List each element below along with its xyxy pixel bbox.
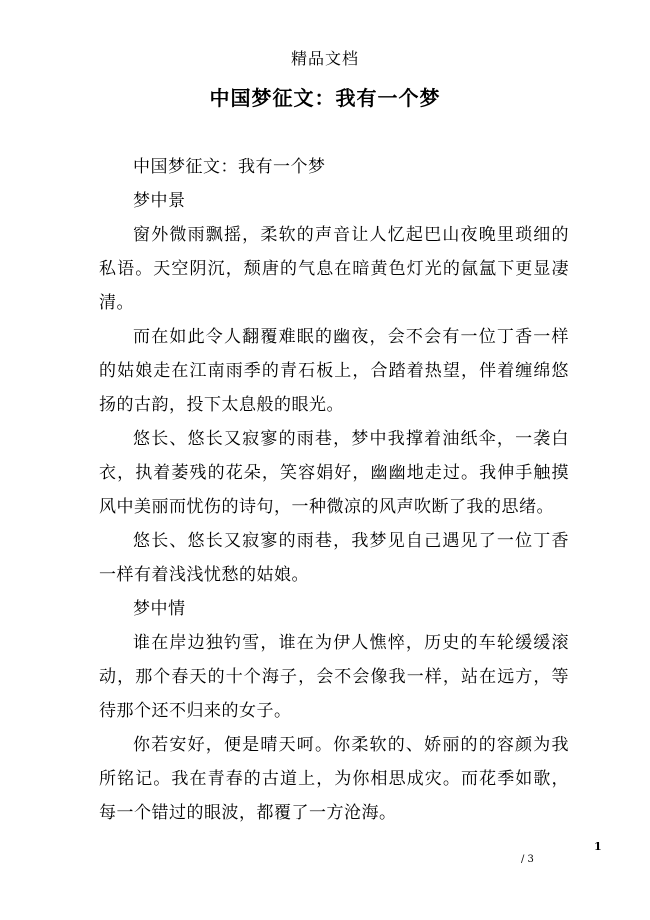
document-title: 中国梦征文：我有一个梦 [209, 86, 441, 110]
paragraph: 悠长、悠长又寂寥的雨巷，梦中我撑着油纸伞，一袭白衣，执着萎残的花朵，笑容娟好，幽幽地走过。我伸手触摸风中美丽而忧伤的诗句，一种微凉的风声吹断了我的思绪。 [99, 429, 569, 517]
page-count: / 3 [521, 854, 534, 865]
paragraph: 谁在岸边独钓雪，谁在为伊人憔悴，历史的车轮缓缓滚动，那个春天的十个海子，会不会像我一样，站在远方，等待那个还不归来的女子。 [99, 633, 569, 721]
paragraph-section-heading: 梦中景 [133, 191, 186, 211]
paragraph: 而在如此令人翻覆难眠的幽夜，会不会有一位丁香一样的姑娘走在江南雨季的青石板上，合踏着热望，伴着缠绵悠扬的古韵，投下太息般的眼光。 [99, 327, 569, 415]
page-header: 精品文档 [290, 49, 359, 68]
paragraph: 悠长、悠长又寂寥的雨巷，我梦见自己遇见了一位丁香一样有着浅浅忧愁的姑娘。 [99, 531, 569, 585]
document-body [99, 150, 569, 830]
paragraph-subtitle: 中国梦征文：我有一个梦 [133, 157, 326, 177]
page-number: 1 [594, 840, 602, 853]
paragraph-section-heading: 梦中情 [133, 599, 186, 619]
paragraph: 窗外微雨飘摇，柔软的声音让人忆起巴山夜晚里琐细的私语。天空阴沉，颓唐的气息在暗黄色灯光的氤氲下更显凄清。 [99, 225, 569, 313]
paragraph: 你若安好，便是晴天呵。你柔软的、娇丽的的容颜为我所铭记。我在青春的古道上，为你相思成灾。而花季如歌，每一个错过的眼波，都覆了一方沧海。 [99, 735, 569, 823]
